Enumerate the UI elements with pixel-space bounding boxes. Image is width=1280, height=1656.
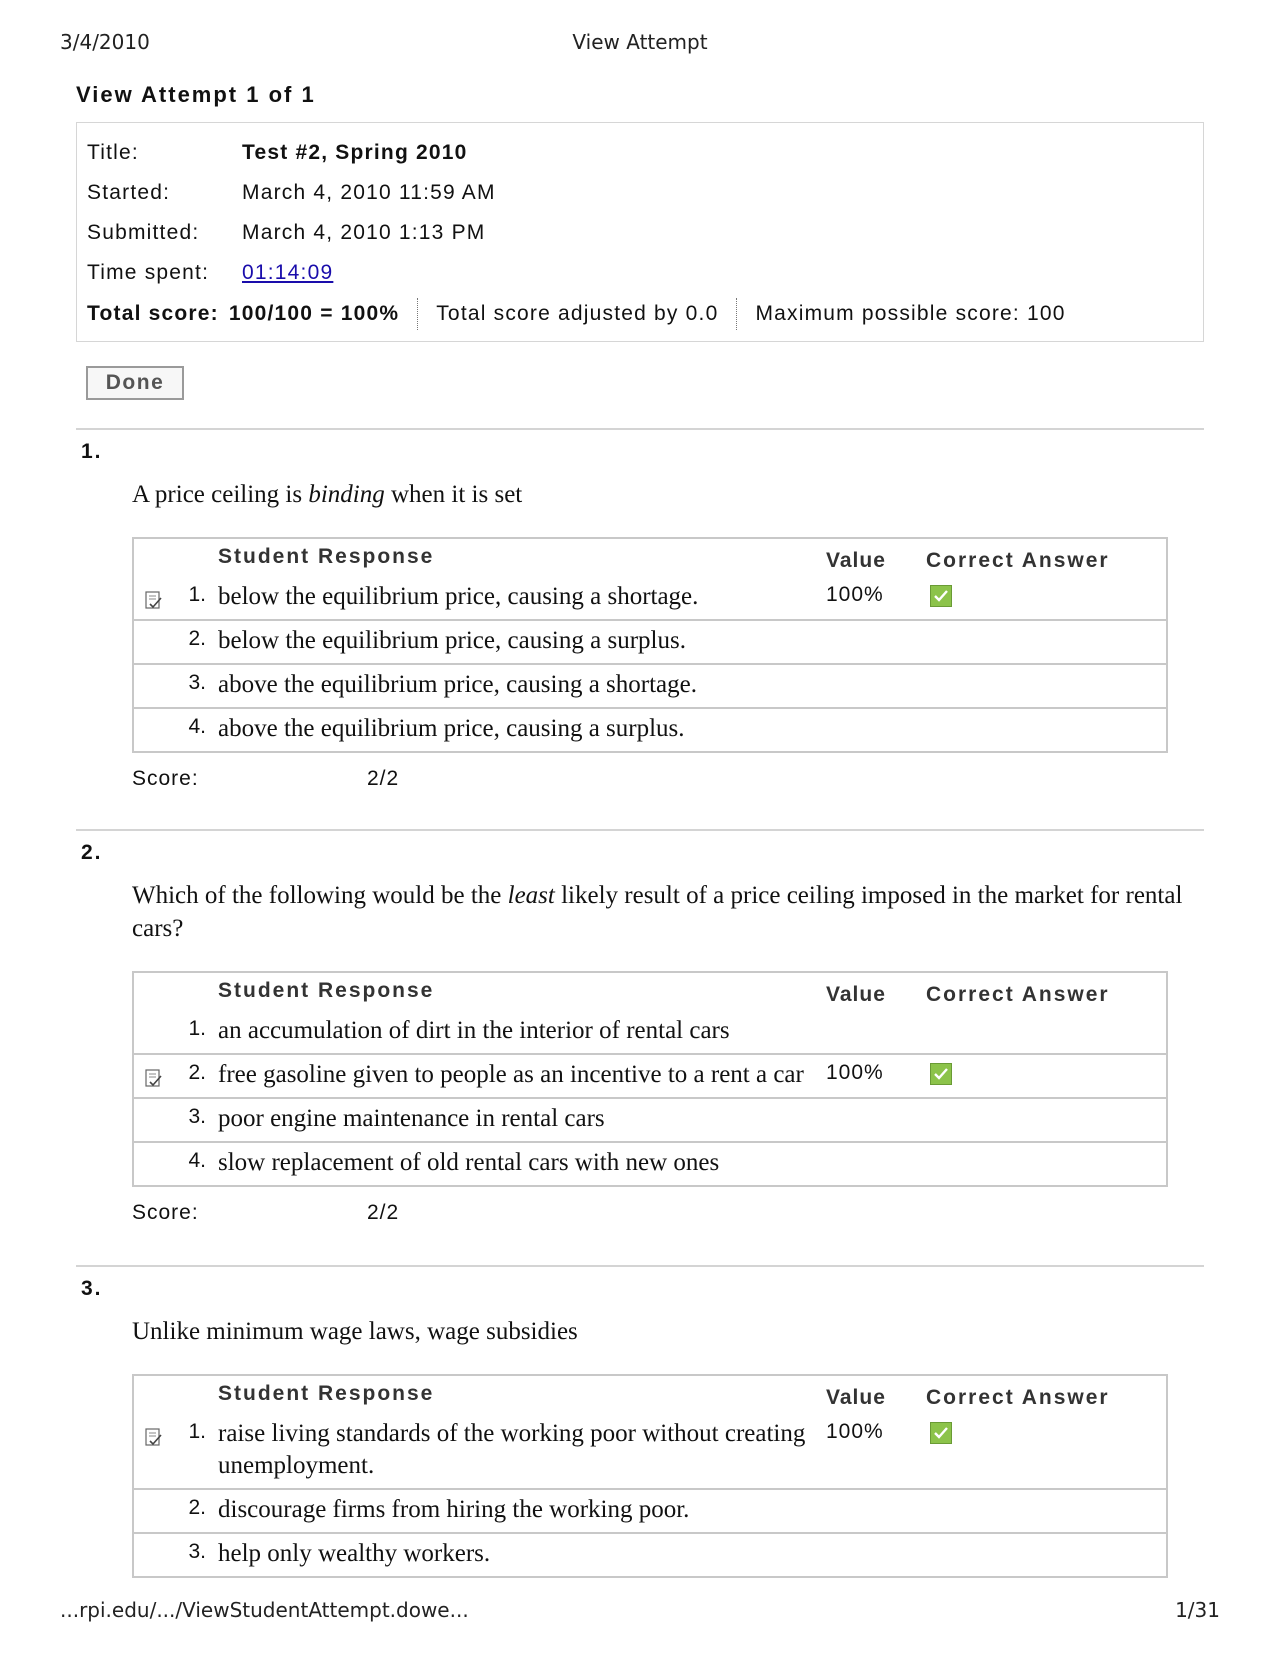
print-footer — [0, 1598, 1280, 1628]
answer-row — [134, 1053, 1166, 1097]
answer-text: discourage firms from hiring the working poor. — [218, 1496, 690, 1523]
score-value: 2/2 — [367, 767, 400, 790]
answer-row — [134, 1141, 1166, 1185]
time-spent-value — [242, 261, 333, 285]
summary-label: Time spent: — [87, 261, 210, 284]
answer-row — [134, 1097, 1166, 1141]
score-adjusted: Total score adjusted by 0.0 — [436, 302, 719, 325]
answer-row — [134, 707, 1166, 751]
answer-number: 2. — [188, 1061, 206, 1084]
answer-row — [134, 619, 1166, 663]
icon-spacer — [134, 1143, 174, 1155]
submitted-value: March 4, 2010 1:13 PM — [242, 221, 486, 244]
print-date: 3/4/2010 — [60, 30, 150, 54]
divider — [417, 298, 418, 330]
question-text-emphasis: least — [507, 882, 555, 909]
answer-value — [826, 621, 926, 627]
question-text-part: likely result of a price ceiling imposed in the market for rental cars? — [132, 882, 1183, 942]
question-text — [132, 1315, 1192, 1348]
question-number: 3. — [81, 1277, 103, 1300]
question — [76, 428, 1204, 791]
icon-spacer — [134, 709, 174, 721]
answer-row — [134, 1011, 1166, 1053]
summary-time-row — [87, 253, 1193, 293]
test-title: Test #2, Spring 2010 — [242, 141, 468, 164]
answer-value: 100% — [826, 583, 884, 606]
total-score-label: Total score: — [87, 302, 219, 325]
icon-spacer — [134, 1534, 174, 1546]
answer-row — [134, 1532, 1166, 1576]
answer-value — [826, 1099, 926, 1105]
answer-text: below the equilibrium price, causing a surplus. — [218, 627, 686, 654]
score-label: Score: — [132, 767, 199, 790]
summary-label: Title: — [87, 141, 139, 164]
print-title: View Attempt — [572, 30, 708, 54]
answer-number: 4. — [188, 1149, 206, 1172]
answer-text: raise living standards of the working poor without creating unemployment. — [218, 1420, 806, 1479]
question-number: 1. — [81, 440, 103, 463]
response-table-header — [134, 973, 1166, 1011]
selected-response-icon — [134, 577, 174, 611]
checkmark-icon — [930, 1422, 952, 1444]
checkmark-icon — [930, 1063, 952, 1085]
question-score — [132, 767, 1204, 791]
answer-number: 3. — [188, 1105, 206, 1128]
started-value: March 4, 2010 11:59 AM — [242, 181, 496, 204]
checkmark-icon — [930, 585, 952, 607]
answer-text: an accumulation of dirt in the interior of rental cars — [218, 1017, 730, 1044]
answer-text: poor engine maintenance in rental cars — [218, 1105, 605, 1132]
answer-value: 100% — [826, 1420, 884, 1443]
answer-text: free gasoline given to people as an incentive to a rent a car — [218, 1061, 804, 1088]
header-correct-answer: Correct Answer — [926, 549, 1110, 572]
selected-response-icon — [134, 1414, 174, 1448]
header-spacer — [134, 999, 174, 1011]
answer-row — [134, 1488, 1166, 1532]
question-text-part: Unlike minimum wage laws, wage subsidies — [132, 1318, 578, 1345]
header-spacer — [134, 1402, 174, 1414]
done-button[interactable]: Done — [86, 366, 184, 400]
answer-text: below the equilibrium price, causing a shortage. — [218, 583, 699, 610]
correct-answer-cell — [926, 1414, 952, 1445]
summary-submitted-row — [87, 213, 1193, 253]
icon-spacer — [134, 1011, 174, 1023]
question-list — [76, 428, 1204, 1578]
response-table-header — [134, 539, 1166, 577]
answer-number: 2. — [188, 627, 206, 650]
header-value: Value — [826, 549, 886, 572]
divider — [736, 298, 737, 330]
summary-started-row — [87, 173, 1193, 213]
answer-text: above the equilibrium price, causing a shortage. — [218, 671, 698, 698]
answer-text: slow replacement of old rental cars with new ones — [218, 1149, 720, 1176]
response-table-header — [134, 1376, 1166, 1414]
answer-number: 1. — [188, 1420, 206, 1443]
answer-number: 2. — [188, 1496, 206, 1519]
header-correct-answer: Correct Answer — [926, 983, 1110, 1006]
answer-number: 4. — [188, 715, 206, 738]
header-student-response: Student Response — [218, 545, 435, 568]
answer-number: 1. — [188, 1017, 206, 1040]
answer-number: 3. — [188, 671, 206, 694]
answer-number: 3. — [188, 1540, 206, 1563]
page-title: View Attempt 1 of 1 — [76, 82, 316, 107]
attempt-summary — [76, 122, 1204, 342]
print-header — [0, 30, 1280, 60]
question-text-emphasis: binding — [308, 481, 385, 508]
score-totals — [87, 293, 1193, 335]
answer-value: 100% — [826, 1061, 884, 1084]
response-table — [132, 971, 1168, 1187]
icon-spacer — [134, 1099, 174, 1111]
answer-row — [134, 1414, 1166, 1488]
header-spacer — [134, 565, 174, 577]
question-text-part: A price ceiling is — [132, 481, 309, 508]
summary-title-row — [87, 133, 1193, 173]
answer-value — [826, 1490, 926, 1496]
total-score-value: 100/100 = 100% — [228, 302, 400, 325]
response-table — [132, 1374, 1168, 1578]
selected-response-icon — [134, 1055, 174, 1089]
question-text-part: when it is set — [384, 481, 523, 508]
answer-value — [826, 1534, 926, 1540]
question-text — [132, 879, 1192, 945]
icon-spacer — [134, 1490, 174, 1502]
answer-row — [134, 577, 1166, 619]
correct-answer-cell — [926, 577, 952, 608]
answer-number: 1. — [188, 583, 206, 606]
answer-value — [826, 709, 926, 715]
maximum-score: Maximum possible score: 100 — [755, 302, 1066, 325]
header-student-response: Student Response — [218, 979, 435, 1002]
time-spent-link[interactable]: 01:14:09 — [242, 261, 334, 284]
icon-spacer — [134, 621, 174, 633]
question — [76, 1265, 1204, 1578]
answer-text: above the equilibrium price, causing a surplus. — [218, 715, 685, 742]
answer-text: help only wealthy workers. — [218, 1540, 491, 1567]
answer-value — [826, 1143, 926, 1149]
header-value: Value — [826, 983, 886, 1006]
correct-answer-cell — [926, 1055, 952, 1086]
attempt-view — [76, 82, 1204, 1578]
header-correct-answer: Correct Answer — [926, 1386, 1110, 1409]
print-url: ...rpi.edu/.../ViewStudentAttempt.dowe... — [60, 1598, 469, 1622]
question-text — [132, 478, 1192, 511]
question-number: 2. — [81, 841, 103, 864]
question-text-part: Which of the following would be the — [132, 882, 508, 909]
score-label: Score: — [132, 1201, 199, 1224]
header-student-response: Student Response — [218, 1382, 435, 1405]
response-table — [132, 537, 1168, 753]
question — [76, 829, 1204, 1225]
answer-row — [134, 663, 1166, 707]
header-value: Value — [826, 1386, 886, 1409]
summary-label: Started: — [87, 181, 171, 204]
icon-spacer — [134, 665, 174, 677]
page-number: 1/31 — [1175, 1598, 1220, 1622]
summary-label: Submitted: — [87, 221, 200, 244]
answer-value — [826, 665, 926, 671]
answer-value — [826, 1011, 926, 1017]
score-value: 2/2 — [367, 1201, 400, 1224]
question-score — [132, 1201, 1204, 1225]
